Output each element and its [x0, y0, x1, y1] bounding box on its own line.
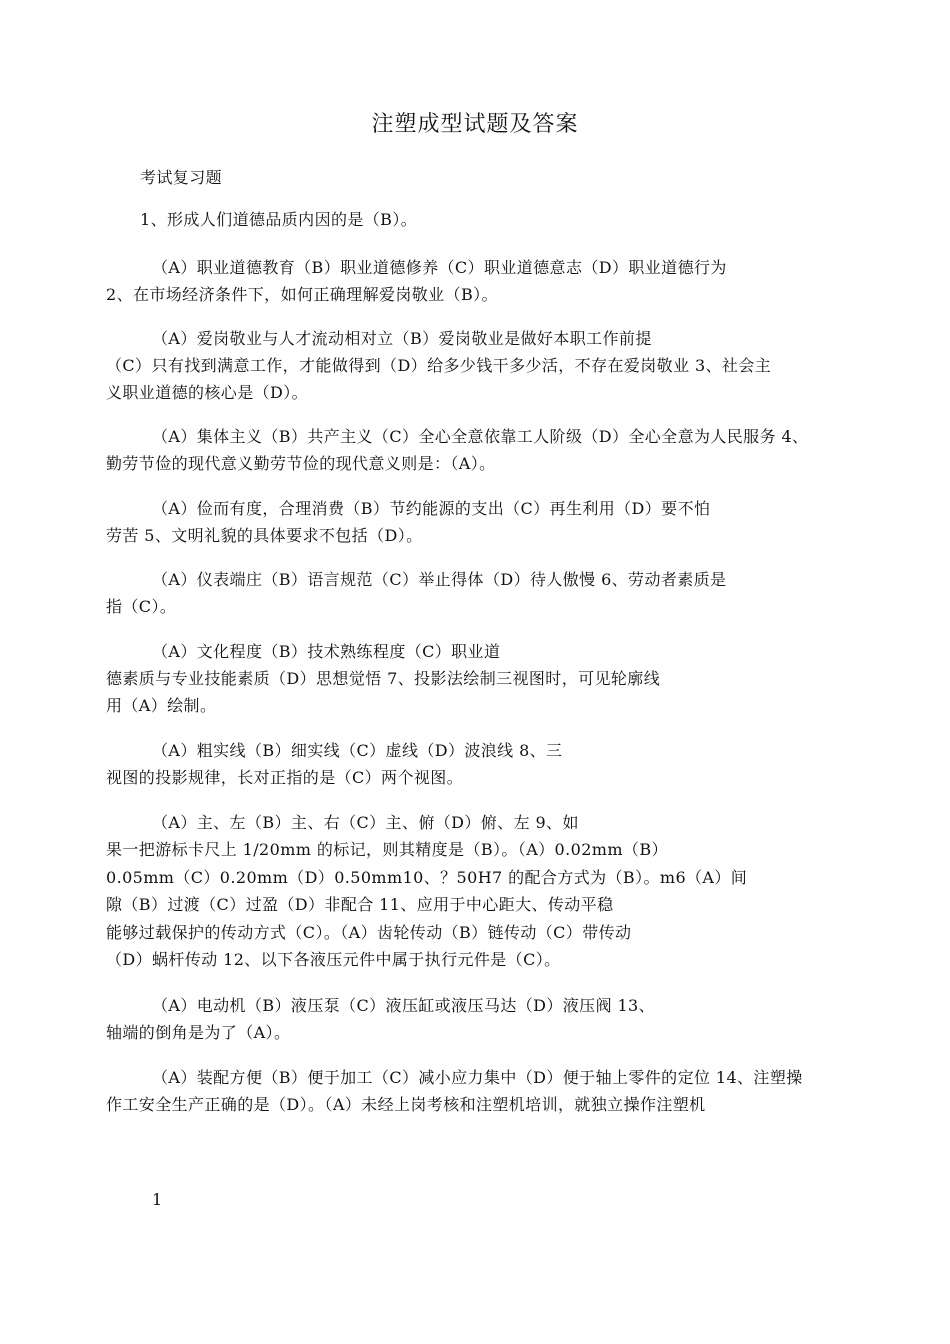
text-line: 0.05mm（C）0.20mm（D）0.50mm10、？50H7 的配合方式为（B）。m6（A）间	[106, 868, 748, 887]
text-line: （A）职业道德教育（B）职业道德修养（C）职业道德意志（D）职业道德行为	[152, 258, 727, 277]
text-line: 义职业道德的核心是（D）。	[106, 383, 309, 402]
text-line: 德素质与专业技能素质（D）思想觉悟 7、投影法绘制三视图时，可见轮廓线	[106, 669, 661, 688]
text-line: （A）仪表端庄（B）语言规范（C）举止得体（D）待人傲慢 6、劳动者素质是	[152, 570, 727, 589]
text-line: （C）只有找到满意工作，才能做得到（D）给多少钱干多少活，不存在爱岗敬业 3、社会主	[106, 356, 772, 375]
text-line: （A）爱岗敬业与人才流动相对立（B）爱岗敬业是做好本职工作前提	[152, 329, 652, 348]
text-line: （A）俭而有度，合理消费（B）节约能源的支出（C）再生利用（D）要不怕	[152, 499, 711, 518]
text-line: （A）粗实线（B）细实线（C）虚线（D）波浪线 8、三	[152, 741, 563, 760]
section-heading: 考试复习题	[140, 168, 223, 187]
text-line: 隙（B）过渡（C）过盈（D）非配合 11、应用于中心距大、传动平稳	[106, 895, 614, 914]
text-line: （A）文化程度（B）技术熟练程度（C）职业道	[152, 642, 501, 661]
text-line: 劳苦 5、文明礼貌的具体要求不包括（D）。	[106, 526, 423, 545]
text-line: 用（A）绘制。	[106, 696, 217, 715]
text-line: （A）集体主义（B）共产主义（C）全心全意依靠工人阶级（D）全心全意为人民服务 4、	[152, 427, 809, 446]
text-line: （A）装配方便（B）便于加工（C）减小应力集中（D）便于轴上零件的定位 14、注塑操	[152, 1068, 803, 1087]
text-line: （A）主、左（B）主、右（C）主、俯（D）俯、左 9、如	[152, 813, 579, 832]
page-number: 1	[152, 1190, 163, 1209]
text-line: 视图的投影规律，长对正指的是（C）两个视图。	[106, 768, 464, 787]
text-line: 指（C）。	[106, 597, 177, 616]
text-line: 能够过载保护的传动方式（C）。（A）齿轮传动（B）链传动（C）带传动	[106, 923, 632, 942]
text-line: 2、在市场经济条件下，如何正确理解爱岗敬业（B）。	[106, 285, 498, 304]
text-line: 轴端的倒角是为了（A）。	[106, 1023, 291, 1042]
text-line: （D）蜗杆传动 12、以下各液压元件中属于执行元件是（C）。	[106, 950, 561, 969]
text-line: 作工安全生产正确的是（D）。（A）未经上岗考核和注塑机培训，就独立操作注塑机	[106, 1095, 706, 1114]
text-line: 1、形成人们道德品质内因的是（B）。	[140, 210, 418, 229]
text-line: 果一把游标卡尺上 1/20mm 的标记，则其精度是（B）。（A）0.02mm（B）	[106, 840, 668, 859]
text-line: 勤劳节俭的现代意义勤劳节俭的现代意义则是：（A）。	[106, 454, 496, 473]
text-line: （A）电动机（B）液压泵（C）液压缸或液压马达（D）液压阀 13、	[152, 996, 656, 1015]
document-title: 注塑成型试题及答案	[371, 112, 579, 137]
